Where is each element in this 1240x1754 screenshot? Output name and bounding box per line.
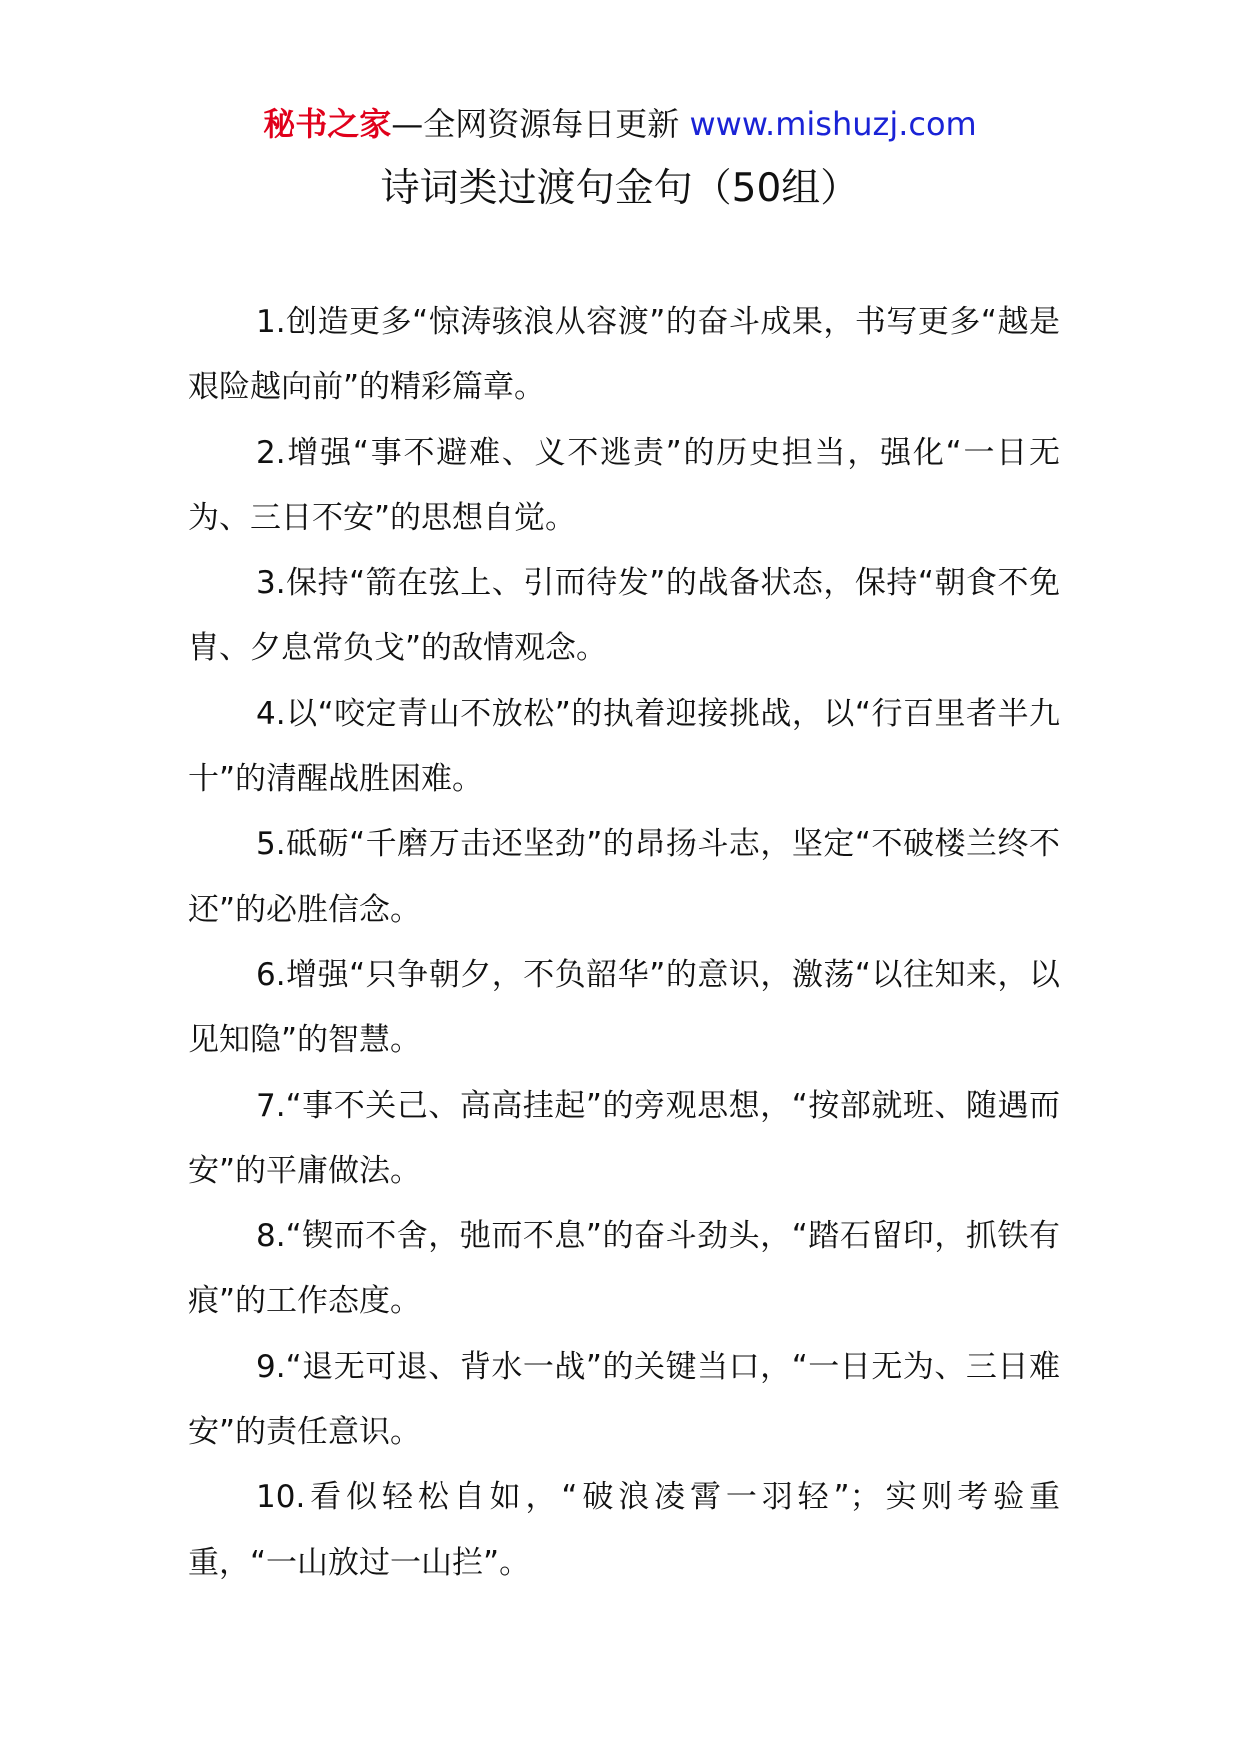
site-tagline: —全网资源每日更新 [391, 105, 690, 143]
site-brand: 秘书之家 [263, 105, 392, 143]
paragraph-item: 8.“锲而不舍，弛而不息”的奋斗劲头，“踏石留印，抓铁有痕”的工作态度。 [188, 1218, 1060, 1320]
site-header [0, 100, 1240, 148]
paragraph-item: 3.保持“箭在弦上、引而待发”的战备状态，保持“朝食不免胄、夕息常负戈”的敌情观念。 [188, 565, 1060, 667]
paragraph-item: 9.“退无可退、背水一战”的关键当口，“一日无为、三日难安”的责任意识。 [188, 1348, 1060, 1451]
document-title: 诗词类过渡句金句（50组） [380, 166, 860, 211]
document-body [188, 290, 1060, 1596]
paragraph-item: 4.以“咬定青山不放松”的执着迎接挑战，以“行百里者半九十”的清醒战胜困难。 [188, 695, 1060, 798]
site-url-link[interactable]: www.mishuzj.com [689, 105, 977, 143]
paragraph-item: 10.看似轻松自如，“破浪凌霄一羽轻”；实则考验重重，“一山放过一山拦”。 [188, 1479, 1060, 1581]
paragraph-item: 7.“事不关己、高高挂起”的旁观思想，“按部就班、随遇而安”的平庸做法。 [188, 1087, 1060, 1189]
paragraph-item: 1.创造更多“惊涛骇浪从容渡”的奋斗成果，书写更多“越是艰险越向前”的精彩篇章。 [188, 304, 1060, 406]
paragraph-item: 5.砥砺“千磨万击还坚劲”的昂扬斗志，坚定“不破楼兰终不还”的必胜信念。 [188, 826, 1060, 928]
paragraph-item: 2.增强“事不避难、义不逃责”的历史担当，强化“一日无为、三日不安”的思想自觉。 [188, 434, 1060, 536]
paragraph-item: 6.增强“只争朝夕，不负韶华”的意识，激荡“以往知来，以见知隐”的智慧。 [188, 956, 1060, 1059]
